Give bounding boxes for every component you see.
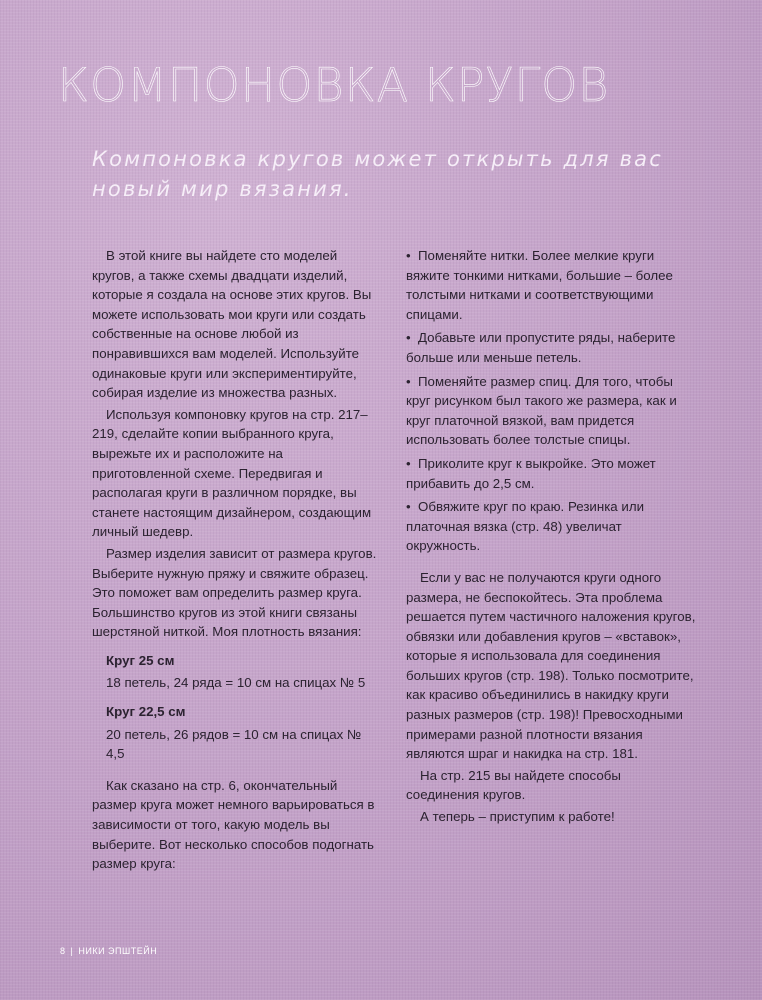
layout-paragraph: Используя компоновку кругов на стр. 217–219, сделайте копии выбранного круга, вырежьте их и расположите на приготовленной схеме. Передвигая и располагая круги в различном порядке, вы станете настоящим дизайнером, создающим личный шедевр. (92, 406, 372, 540)
bullet-icon: • (406, 499, 411, 515)
page-number: 8 (60, 946, 66, 956)
gauge-22-value: 20 петель, 26 рядов = 10 см на спицах № 4,5 (106, 726, 362, 762)
sizes-paragraph: Если у вас не получаются круги одного размера, не беспокойтесь. Эта проблема решается путем частичного наложения кругов, обвязки или добавления кругов – «вставок», которые я использовала для соединения больших кругов (стр. 198). Только посмотрите, как красиво объединились в накидку круги разных размеров (стр. 198)! Превосходными примерами разной плотности вязания являются шраг и накидка на стр. 181. (406, 569, 696, 762)
footer-author: НИКИ ЭПШТЕЙН (78, 946, 158, 956)
bullet-item (406, 372, 696, 450)
page-title: КОМПОНОВКА КРУГОВ (58, 58, 610, 112)
page-subtitle: Компоновка кругов может открыть для вас новый мир вязания. (92, 147, 663, 201)
gauge-25-value: 18 петель, 24 ряда = 10 см на спицах № 5 (106, 675, 366, 691)
bullet-icon: • (406, 330, 411, 346)
adjust-size-paragraph: Как сказано на стр. 6, окончательный размер круга может немного варьироваться в зависимости от того, какую модель вы выберите. Вот несколько способов подогнать размер круга: (92, 777, 375, 872)
bullet-icon: • (406, 248, 411, 263)
page-footer (60, 946, 157, 956)
closing-paragraph: А теперь – приступим к работе! (420, 809, 615, 825)
bullet-icon: • (406, 455, 411, 471)
bullet-text: Добавьте или пропустите ряды, наберите больше или меньше петель. (406, 330, 676, 365)
intro-paragraph: В этой книге вы найдете сто моделей кругов, а также схемы двадцати изделий, которые я создала на основе этих кругов. Вы можете использовать мои круги или создать собственные на основе любой из понравившихся вам моделей. Используйте одинаковые круги или экспериментируйте, собирая изделие из множества разных. (92, 248, 372, 401)
gauge-25-heading: Круг 25 см (106, 652, 175, 668)
size-paragraph: Размер изделия зависит от размера кругов. Выберите нужную пряжу и свяжите образец. Это поможет вам определить размер круга. Большинство кругов из этой книги связаны шерстяной ниткой. Моя плотность вязания: (92, 545, 377, 640)
joining-paragraph: На стр. 215 вы найдете способы соединения кругов. (406, 767, 621, 803)
left-column (92, 246, 382, 874)
bullet-text: Обвяжите круг по краю. Резинка или платочная вязка (стр. 48) увеличат окружность. (406, 499, 645, 554)
bullet-item (406, 246, 696, 324)
bullet-text: Поменяйте нитки. Более мелкие круги вяжите тонкими нитками, большие – более толстыми нитками и соответствующими спицами. (406, 248, 673, 322)
bullet-item (406, 454, 696, 493)
bullet-text: Поменяйте размер спиц. Для того, чтобы круг рисунком был такого же размера, как и круг платочной вязкой, вам придется использовать более толстые спицы. (406, 373, 677, 448)
bullet-item (406, 328, 696, 367)
footer-separator: | (70, 946, 74, 956)
bullet-text: Приколите круг к выкройке. Это может прибавить до 2,5 см. (406, 455, 656, 491)
gauge-22-heading: Круг 22,5 см (106, 704, 186, 720)
bullet-item (406, 497, 696, 556)
bullet-icon: • (406, 373, 411, 389)
right-column (406, 246, 696, 827)
